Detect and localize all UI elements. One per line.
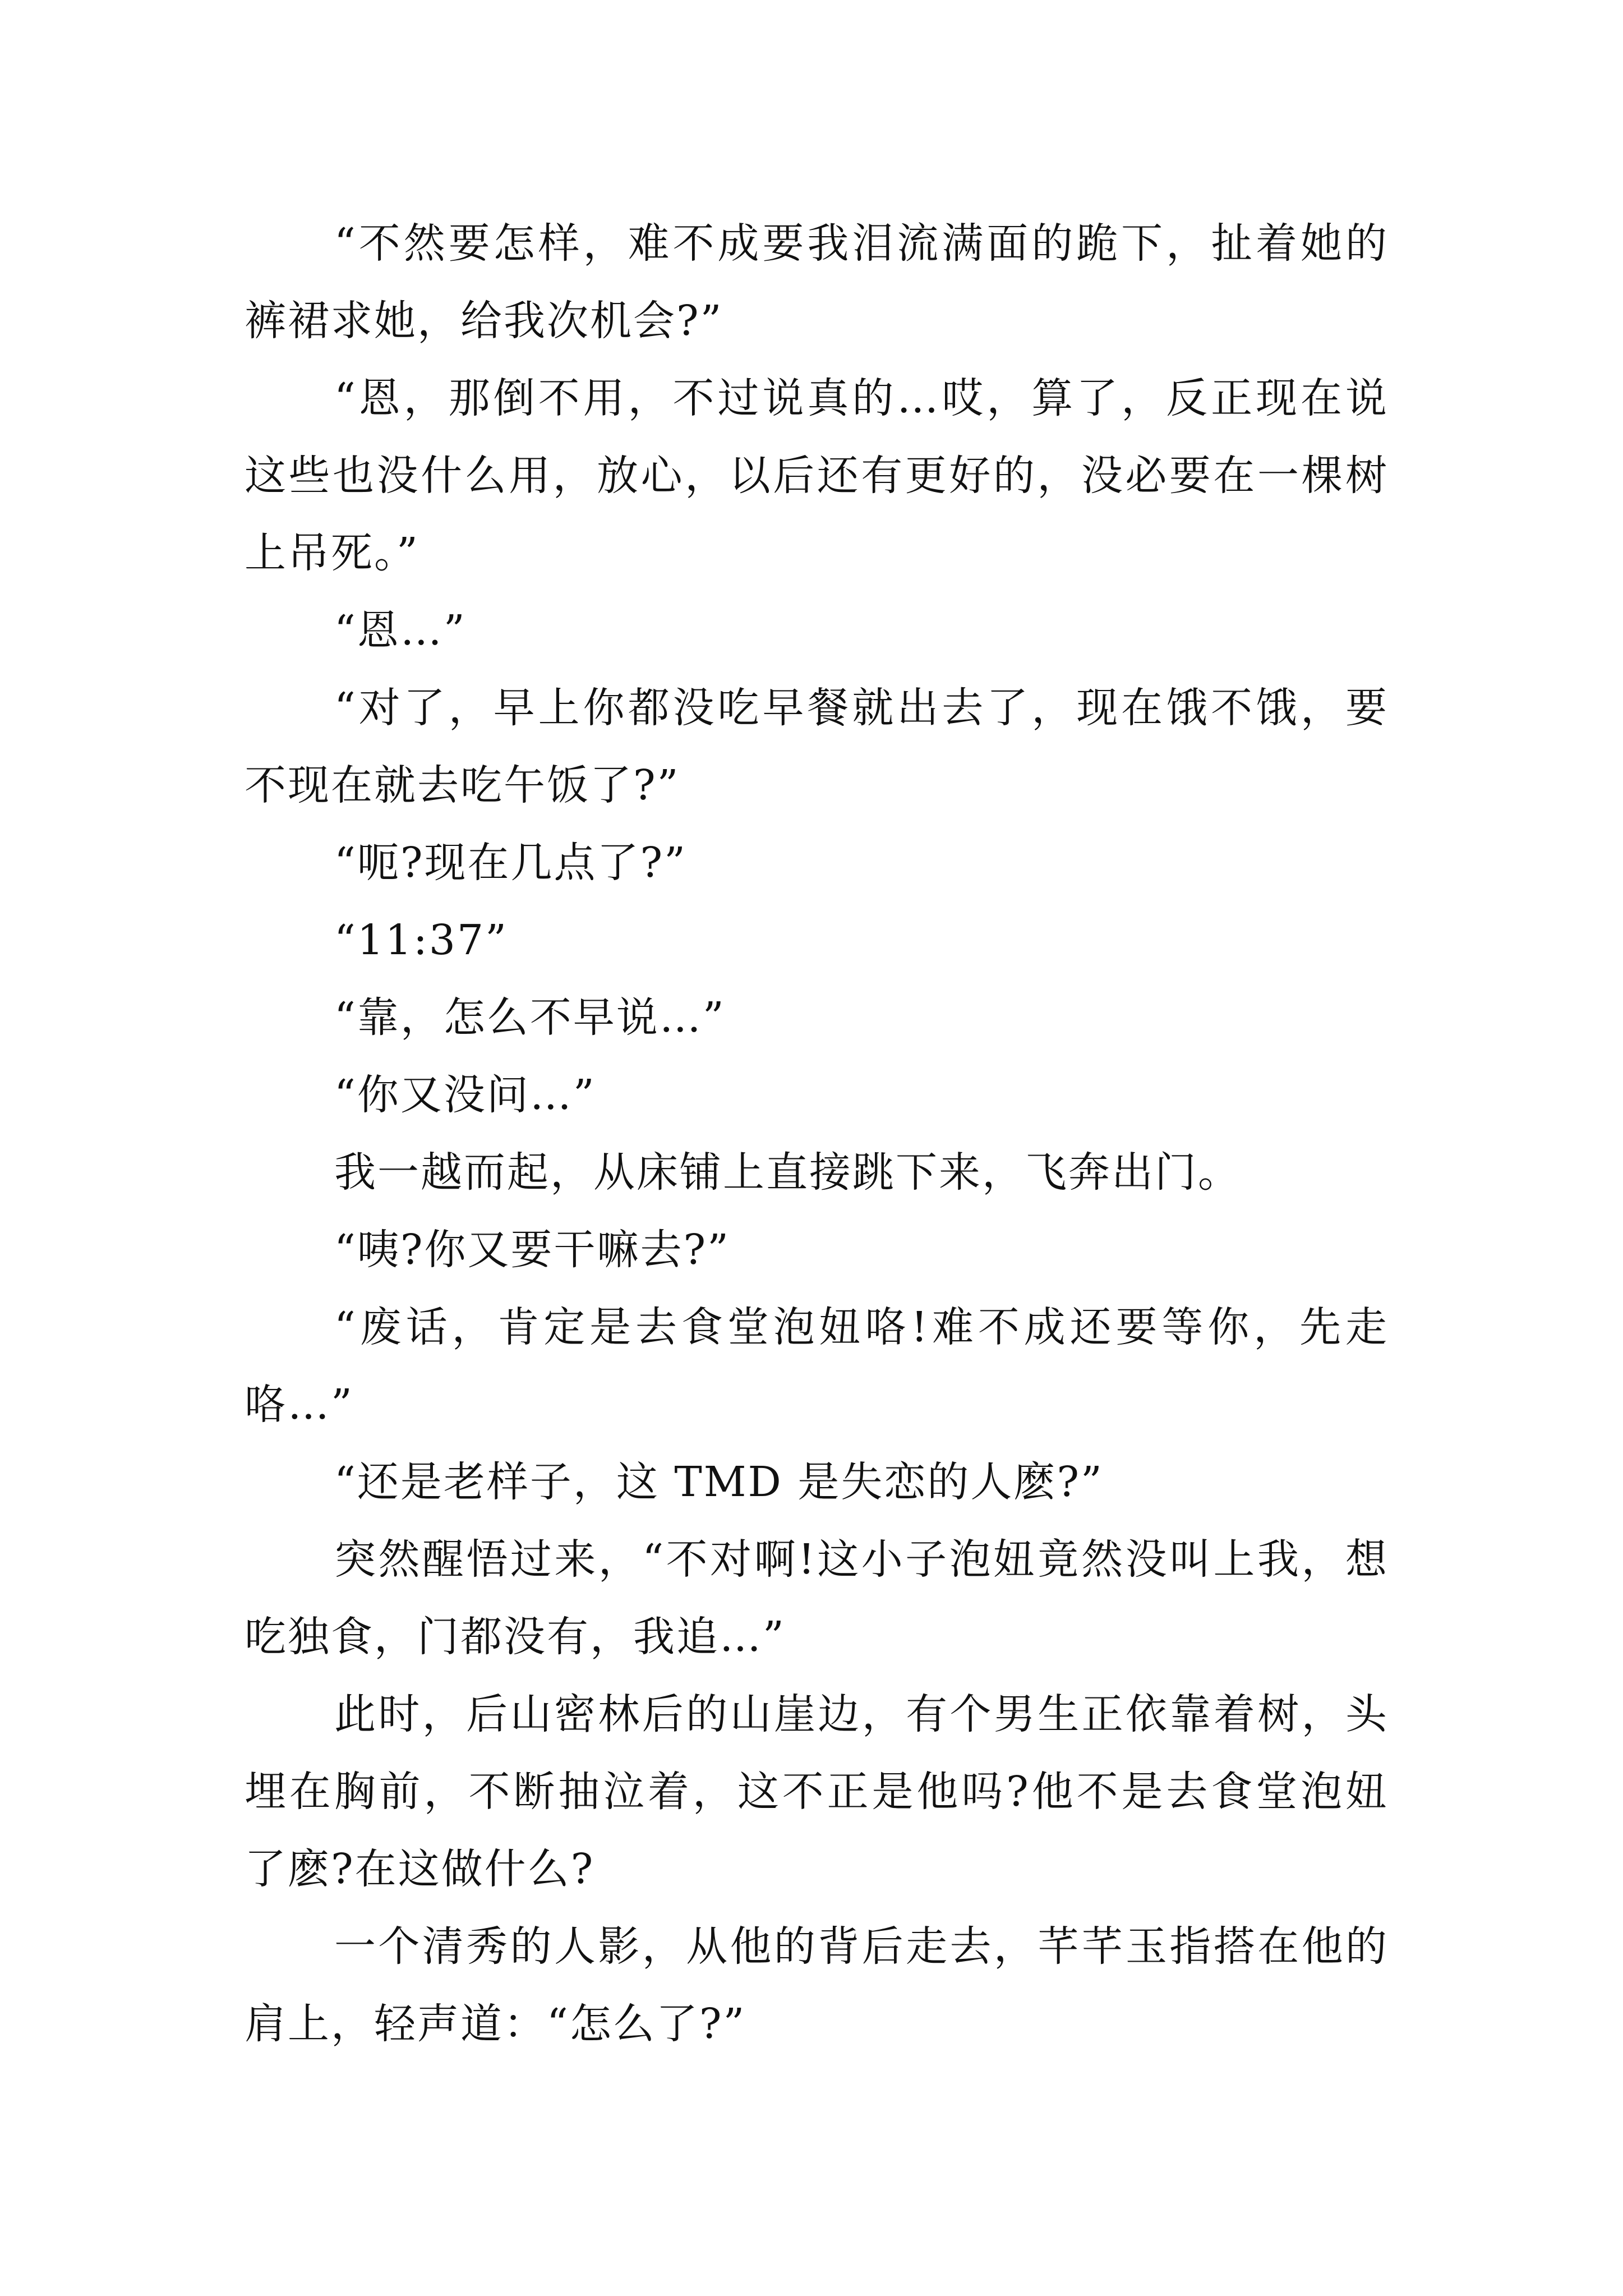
paragraph-4: “对了，早上你都没吃早餐就出去了，现在饿不饿，要不现在就去吃午饭了?” [245, 684, 1389, 809]
paragraph-8: “你又没问…” [334, 1071, 596, 1119]
paragraph-9: 我一越而起，从床铺上直接跳下来，飞奔出门。 [334, 1148, 1241, 1197]
paragraph-10: “咦?你又要干嘛去?” [334, 1226, 731, 1274]
paragraph-12: “还是老样子，这 TMD 是失恋的人麽?” [334, 1458, 1104, 1506]
paragraph-3: “恩…” [334, 606, 467, 655]
paragraph-14: 此时，后山密林后的山崖边，有个男生正依靠着树，头埋在胸前，不断抽泣着，这不正是他吗?他不是去食堂泡妞了麽?在这做什么? [245, 1690, 1389, 1893]
paragraph-11: “废话，肯定是去食堂泡妞咯!难不成还要等你，先走咯…” [245, 1303, 1389, 1429]
paragraph-13: 突然醒悟过来，“不对啊!这小子泡妞竟然没叫上我，想吃独食，门都没有，我追…” [245, 1535, 1389, 1661]
body-text [245, 205, 1389, 2063]
paragraph-15: 一个清秀的人影，从他的背后走去，芊芊玉指搭在他的肩上，轻声道：“怎么了?” [245, 1922, 1389, 2048]
paragraph-5: “呃?现在几点了?” [334, 839, 688, 887]
paragraph-2: “恩，那倒不用，不过说真的…哎，算了，反正现在说这些也没什么用，放心，以后还有更好的，没必要在一棵树上吊死。” [245, 374, 1389, 577]
paragraph-7: “靠，怎么不早说…” [334, 993, 726, 1042]
paragraph-6: “11:37” [334, 916, 508, 964]
paragraph-1: “不然要怎样，难不成要我泪流满面的跪下，扯着她的裤裙求她，给我次机会?” [245, 219, 1389, 345]
